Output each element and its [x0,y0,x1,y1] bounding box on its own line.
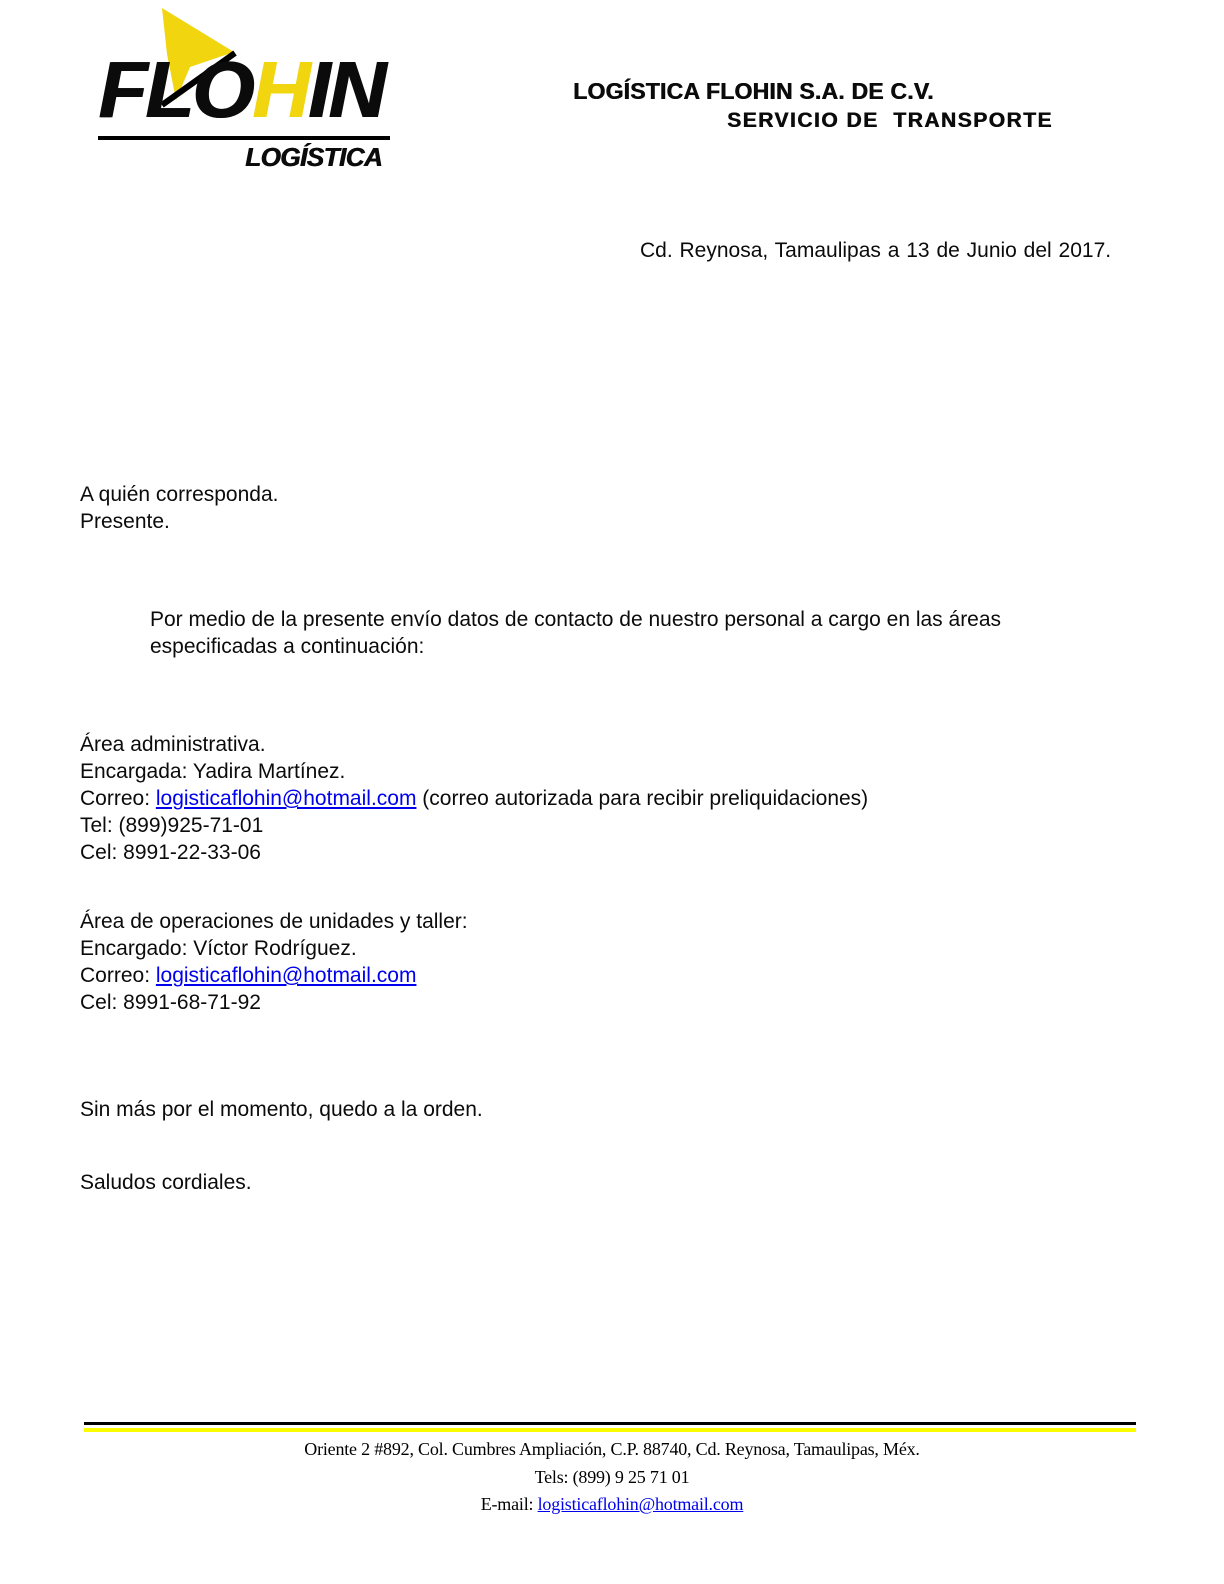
logo-seg-fl: FL [98,45,192,134]
section-operations [80,908,468,1016]
closing-line: Sin más por el momento, quedo a la orden. [80,1098,483,1121]
salutation-line-2: Presente. [80,510,170,533]
logo-subtitle: LOGÍSTICA [244,142,382,172]
section-cel: Cel: 8991-68-71-92 [80,991,261,1014]
salutation-block [80,481,278,535]
logo-wordmark [98,45,390,134]
logo-seg-in: IN [307,45,384,134]
footer-email-line [0,1491,1224,1519]
logo-underline [98,136,390,140]
section-email-line [80,785,868,812]
section-administrative [80,731,868,866]
section-title: Área de operaciones de unidades y taller: [80,910,468,933]
section-cel: Cel: 8991-22-33-06 [80,841,261,864]
footer-divider-yellow [84,1428,1136,1432]
logo-seg-o: O [191,45,252,134]
footer-email-label: E-mail: [480,1494,538,1514]
date-line: Cd. Reynosa, Tamaulipas a 13 de Junio del 2017. [640,239,1112,262]
email-link[interactable]: logisticaflohin@hotmail.com [155,787,417,810]
footer-block [0,1436,1224,1519]
salutation-line-1: A quién corresponda. [80,483,279,506]
email-note: (correo autorizada para recibir preliquidaciones) [416,787,869,810]
section-title: Área administrativa. [80,733,266,756]
letterhead-tagline: SERVICIO DE TRANSPORTE [727,109,1053,132]
signoff-line: Saludos cordiales. [80,1171,252,1194]
footer-email-link[interactable]: logisticaflohin@hotmail.com [537,1494,744,1514]
footer-divider [84,1422,1136,1432]
letterhead-company-name: LOGÍSTICA FLOHIN S.A. DE C.V. [573,78,934,104]
section-person: Encargada: Yadira Martínez. [80,760,346,783]
section-tel: Tel: (899)925-71-01 [80,814,264,837]
email-label: Correo: [80,964,156,987]
footer-phone: Tels: (899) 9 25 71 01 [534,1466,690,1487]
section-email-line [80,962,468,989]
section-person: Encargado: Víctor Rodríguez. [80,937,357,960]
footer-address: Oriente 2 #892, Col. Cumbres Ampliación, C.P. 88740, Cd. Reynosa, Tamaulipas, Méx. [304,1439,920,1459]
company-logo [98,6,390,172]
logo-seg-h: H [251,45,308,134]
email-label: Correo: [80,787,156,810]
intro-paragraph: Por medio de la presente envío datos de contacto de nuestro personal a cargo en las áreas especificadas a continuación: [150,608,1002,658]
email-link[interactable]: logisticaflohin@hotmail.com [155,964,417,987]
